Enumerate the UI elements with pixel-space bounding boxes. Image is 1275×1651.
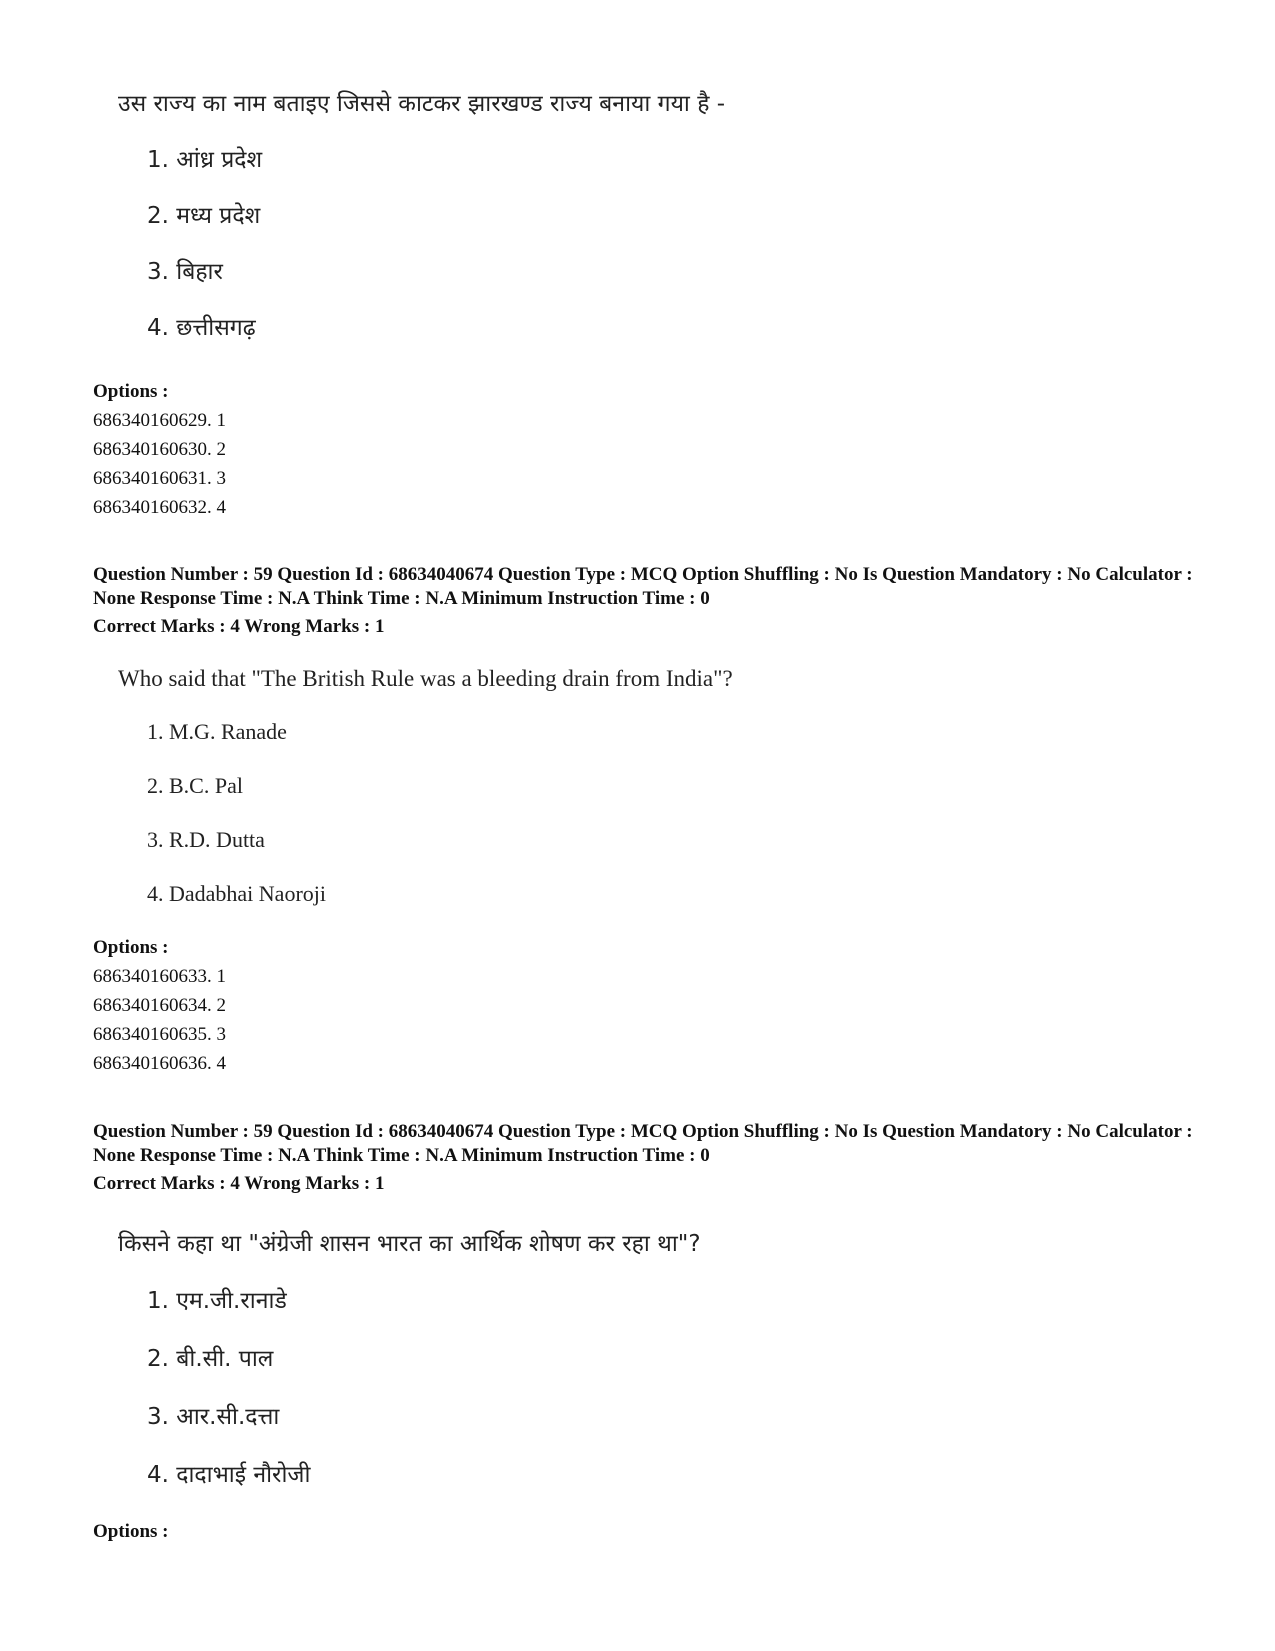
options-label: Options : <box>93 1521 169 1542</box>
choice-1: 1. आंध्र प्रदेश <box>147 147 263 173</box>
option-id-row: 686340160630. 2 <box>93 439 226 460</box>
choice-1: 1. एम.जी.रानाडे <box>147 1288 287 1314</box>
option-id-row: 686340160632. 4 <box>93 497 226 518</box>
option-id-row: 686340160629. 1 <box>93 410 226 431</box>
question-meta: Question Number : 59 Question Id : 68634040674 Question Type : MCQ Option Shuffling : No Is Question Mandatory : No Calculator : None Response Time : N.A Think Time : N.A Minimum Instruction Time : 0 <box>93 1121 1193 1166</box>
question-text-hindi-2: किसने कहा था "अंग्रेजी शासन भारत का आर्थिक शोषण कर रहा था"? <box>118 1231 701 1257</box>
options-label: Options : <box>93 381 169 402</box>
marks-info: Correct Marks : 4 Wrong Marks : 1 <box>93 616 385 637</box>
question-text-hindi-1: उस राज्य का नाम बताइए जिससे काटकर झारखण्ड राज्य बनाया गया है - <box>118 91 726 117</box>
option-id-row: 686340160635. 3 <box>93 1024 226 1045</box>
marks-info: Correct Marks : 4 Wrong Marks : 1 <box>93 1173 385 1194</box>
option-id-row: 686340160634. 2 <box>93 995 226 1016</box>
option-id-row: 686340160633. 1 <box>93 966 226 987</box>
choice-4: 4. Dadabhai Naoroji <box>147 881 326 906</box>
options-label: Options : <box>93 937 169 958</box>
choice-3: 3. R.D. Dutta <box>147 827 265 852</box>
choice-4: 4. दादाभाई नौरोजी <box>147 1462 311 1488</box>
choice-2: 2. B.C. Pal <box>147 773 243 798</box>
choice-3: 3. बिहार <box>147 259 223 285</box>
option-id-row: 686340160636. 4 <box>93 1053 226 1074</box>
choice-1: 1. M.G. Ranade <box>147 719 287 744</box>
choice-4: 4. छत्तीसगढ़ <box>147 315 256 341</box>
option-id-row: 686340160631. 3 <box>93 468 226 489</box>
question-text-english: Who said that "The British Rule was a bleeding drain from India"? <box>118 666 733 691</box>
question-meta: Question Number : 59 Question Id : 68634040674 Question Type : MCQ Option Shuffling : No Is Question Mandatory : No Calculator : None Response Time : N.A Think Time : N.A Minimum Instruction Time : 0 <box>93 564 1193 609</box>
choice-2: 2. मध्य प्रदेश <box>147 203 261 229</box>
choice-3: 3. आर.सी.दत्ता <box>147 1404 280 1430</box>
choice-2: 2. बी.सी. पाल <box>147 1346 274 1372</box>
